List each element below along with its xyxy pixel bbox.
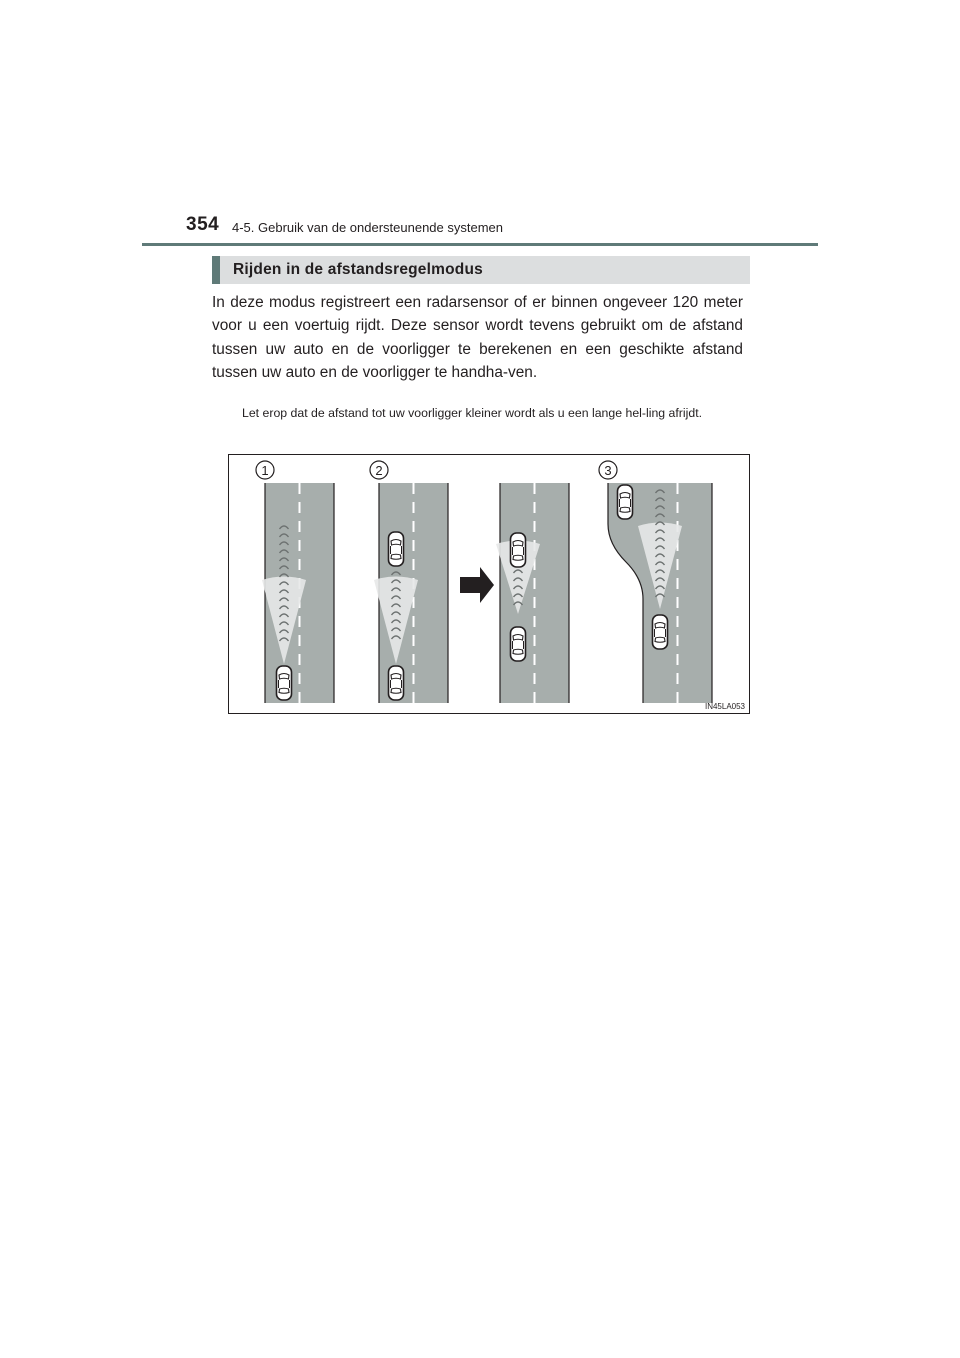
scene-marker-3 — [599, 461, 617, 479]
section-heading — [212, 256, 750, 284]
figure-code: IN45LA053 — [704, 702, 745, 711]
chapter-title: 4-5. Gebruik van de ondersteunende systemen — [232, 220, 504, 235]
illustration-canvas — [228, 454, 750, 714]
header-divider — [142, 243, 818, 246]
vehicle-ahead — [389, 532, 404, 566]
scene-2-following — [496, 483, 569, 703]
own-car — [277, 666, 292, 700]
own-car — [511, 627, 526, 661]
own-car — [653, 615, 668, 649]
marker-label: 1 — [261, 463, 269, 478]
scene-2 — [374, 483, 448, 703]
page-number: 354 — [186, 214, 220, 235]
marker-label: 3 — [604, 463, 612, 478]
scene-marker-2 — [370, 461, 388, 479]
intro-paragraph: In deze modus registreert een radarsensor of er binnen ongeveer 120 meter voor u een voertuig rijdt. Deze sensor wordt tevens gebruikt om de afstand tussen uw auto en de voorligger te berekenen en een geschikte afstand tussen uw auto en de voorligger te handha-ven. — [212, 294, 743, 381]
note-paragraph: Let erop dat de afstand tot uw voorligger kleiner wordt als u een lange hel-ling afrijdt. — [242, 406, 703, 420]
scene-marker-1 — [256, 461, 274, 479]
vehicle-leaving — [618, 485, 633, 519]
own-car — [389, 666, 404, 700]
vehicle-ahead — [511, 533, 526, 567]
radar-illustration — [228, 454, 750, 714]
scene-1 — [262, 483, 334, 703]
marker-label: 2 — [375, 463, 383, 478]
section-title: Rijden in de afstandsregelmodus — [233, 261, 483, 278]
road — [500, 483, 569, 703]
